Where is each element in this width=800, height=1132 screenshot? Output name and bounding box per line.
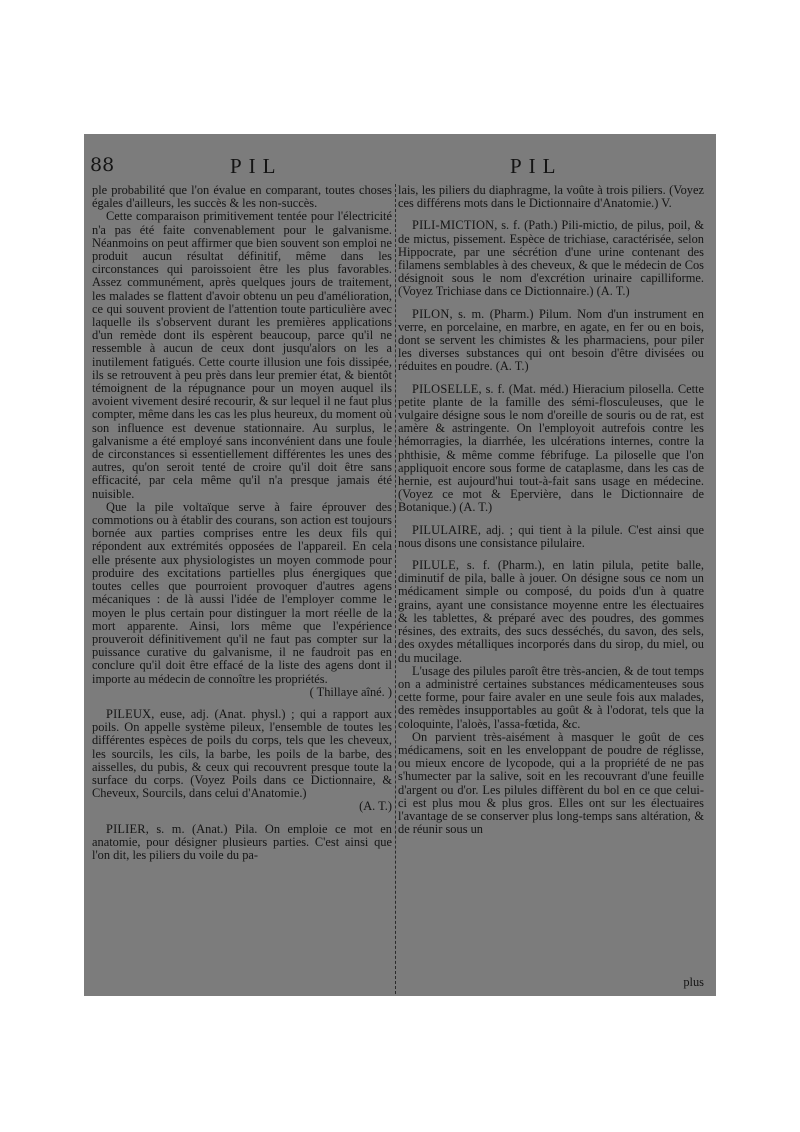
entry-pilulaire [398,524,704,550]
scanned-page [84,134,716,996]
entry-pilier [92,823,392,863]
entry-body: , s. f. (Path.) Pili-mictio, de pilus, poil, & de mictus, pissement. Espèce de trichiase, caractérisée, selon Hippocrate, par une sécrétion d'une urine contenant des filamens semblables à des cheveux, & que le médecin de Cos désignoit sous le nom d'excrétion urinaire capilliforme. (Voyez Trichiase dans ce Dictionnaire.) (A. T.) [398,218,704,299]
right-column [398,184,704,836]
entry-pilule [398,559,704,836]
entry-pilon [398,308,704,374]
entry-body: , s. f. (Pharm.), en latin pilula, petite balle, diminutif de pila, balle à jouer. On désigne sous ce nom un médicament simple ou composé, du poids d'un à quatre grains, ayant une consistance moyenne entre les électuaires & les tablettes, & préparé avec des poudres, des gommes résines, des extraits, des sucs desséchés, du savon, des sels, des oxydes métalliques incorporés dans du sirop, du miel, ou du mucilage. [398,558,704,665]
headword: PILULE [412,558,456,573]
entry-pili-miction [398,219,704,298]
page-number: 88 [90,154,115,176]
entry-body: , s. m. (Pharm.) Pilum. Nom d'un instrument en verre, en porcelaine, en marbre, en agate, en fer ou en bois, dont se servent les chimistes & les pharmaciens, pour piler les diverses substances qui ont besoin d'être divisées ou réduites en poudre. (A. T.) [398,306,704,374]
paragraph: lais, les piliers du diaphragme, la voûte à trois piliers. (Voyez ces différens mots dans le Dictionnaire d'Anatomie.) V. [398,183,704,211]
author-signature: (A. T.) [359,799,392,814]
paragraph: On parvient très-aisément à masquer le goût de ces médicamens, soit en les enveloppant de poudre de réglisse, ou mieux encore de lycopode, qui a la propriété de ne pas s'humecter par la salive, soit en les recouvrant d'une feuille d'argent ou d'or. Les pilules diffèrent du bol en ce que celui-ci est plus mou & plus gros. Elles ont sur les électuaires l'avantage de se conserver plus long-temps sans altération, & de réunir sous un [398,729,704,837]
running-head-right: PIL [510,154,563,178]
headword: PILIER [106,821,146,836]
headword: PILI-MICTION [412,218,495,233]
entry-body: , adj. ; qui tient à la pilule. C'est ainsi que nous disons une consistance pilulaire. [398,522,704,550]
catchword: plus [683,975,704,989]
headword: PILON [412,306,450,321]
paragraph: ple probabilité que l'on évalue en comparant, toutes choses égales d'ailleurs, les succès & les non-succès. [92,183,392,211]
entry-piloselle [398,383,704,515]
paragraph: Que la pile voltaïque serve à faire éprouver des commotions ou à établir des courans, son action est toujours bornée aux parties comprises entre les deux fils qui répondent aux extrémités opposées de l'appareil. En cela elle présente aux physiologistes un moyen commode pour produire des excitations partielles plus énergiques que toutes celles que pourroient provoquer d'autres agens mécaniques : de là aussi l'idée de l'employer comme le moyen le plus certain pour distinguer la mort réelle de la mort apparente. Ainsi, lors même que l'expérience prouveroit définitivement qu'il ne faut pas compter sur la puissance curative du galvanisme, il ne faudroit pas en conclure qu'il doit être effacé de la liste des agens dont il importe au médecin de connoître les propriétés. [92,499,392,686]
page-header [84,134,716,184]
headword: PILOSELLE [412,381,479,396]
headword: PILEUX [106,706,152,721]
entry-pileux [92,708,392,814]
paragraph: L'usage des pilules paroît être très-ancien, & de tout temps on a administré certaines substances médicamenteuses sous cette forme, pour faire avaler en une seule fois aux malades, des remèdes insupportables au goût & à l'odorat, tels que la coloquinte, l'aloès, l'assa-fœtida, &c. [398,663,704,731]
headword: PILULAIRE [412,522,478,537]
paragraph: Cette comparaison primitivement tentée pour l'électricité n'a pas été faite convenablement pour le galvanisme. Néanmoins on peut affirmer que bien souvent son emploi ne produit aucun résultat définitif, même dans les circonstances qui paroissoient être les plus favorables. Assez communément, après quelques jours de traitement, les malades se flattent d'avoir obtenu un peu d'amélioration, ce qui souvent provient de l'attention toute particulière avec laquelle ils s'observent durant les premières applications d'un remède dont ils espèrent beaucoup, parce qu'il ne ressemble à aucun de ceux dont jusqu'alors on les a inutilement fatigués. Cette courte illusion une fois dissipée, ils se retrouvent à peu près dans leur premier état, & bientôt témoignent de la répugnance pour un moyen auquel ils avoient vivement desiré recourir, & sur lequel il ne faut plus compter, même dans les cas les plus heureux, du moment où son influence est devenue stationnaire. Au surplus, le galvanisme a été employé sans inconvénient dans une foule de circonstances si essentiellement différentes les unes des autres, qu'on seroit tenté de croire qu'il doit être sans efficacité, par cela même qu'il n'a presque jamais été nuisible. [92,209,392,501]
column-divider [395,184,396,994]
entry-body: , s. f. (Mat. méd.) Hieracium pilosella. Cette petite plante de la famille des sémi-flosculeuses, que le vulgaire désigne sous le nom d'oreille de souris ou de rat, est amère & astringente. On l'employoit autrefois contre les hémorragies, la diarrhée, les ulcérations internes, contre la phthisie, & même comme fébrifuge. La piloselle que l'on appliquoit encore sous forme de cataplasme, dans les cas de hernie, est aujourd'hui tout-à-fait sans usage en médecine. (Voyez ce mot & Epervière, dans le Dictionnaire de Botanique.) (A. T.) [398,381,704,515]
running-head-left: PIL [230,154,283,178]
entry-body: , euse, adj. (Anat. physl.) ; qui a rapport aux poils. On appelle système pileux, l'ensemble de toutes les différentes espèces de poils du corps, tels que les cheveux, les sourcils, les cils, la barbe, les poils de la barbe, des aisselles, du pubis, & ceux qui recouvrent presque toute la surface du corps. (Voyez Poils dans ce Dictionnaire, & Cheveux, Sourcils, dans celui d'Anatomie.) [92,706,392,801]
author-signature: ( Thillaye aîné. ) [309,684,392,699]
left-column [92,184,392,862]
entry-body: , s. m. (Anat.) Pila. On emploie ce mot en anatomie, pour désigner plusieurs parties. C'est ainsi que l'on dit, les piliers du voile du pa- [92,821,392,862]
